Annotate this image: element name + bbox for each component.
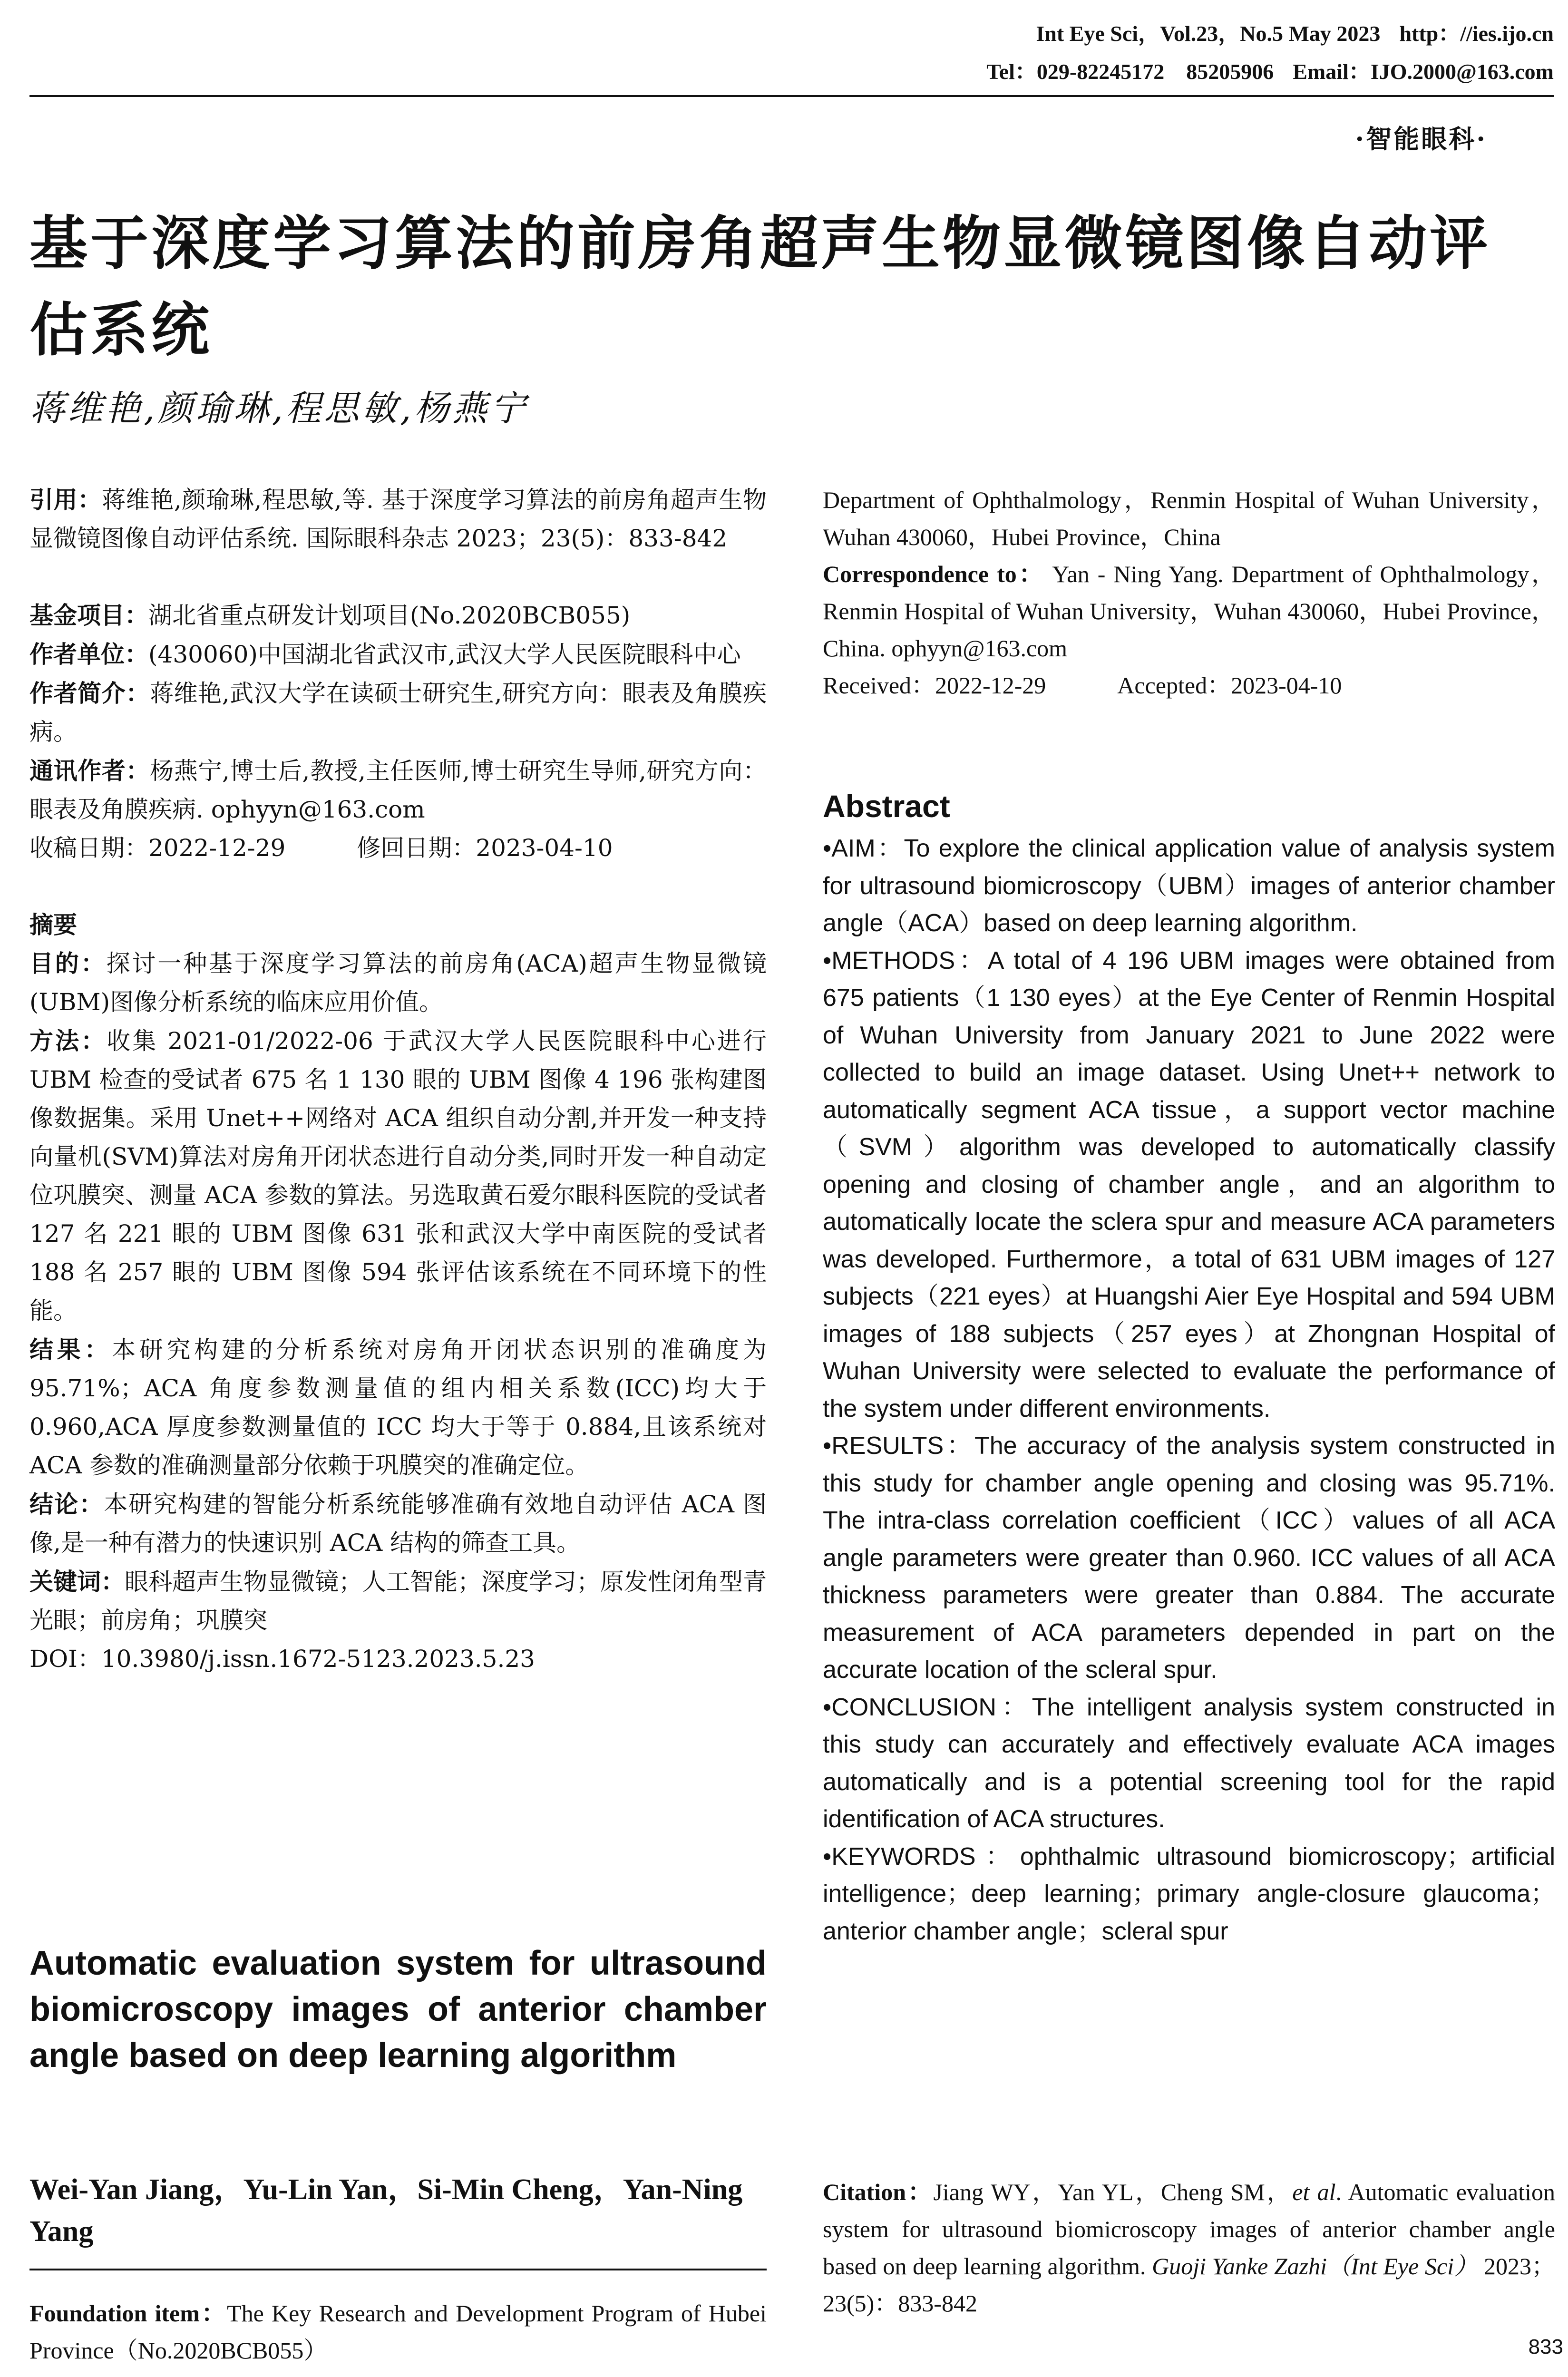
abstract-cn-aim-label: 目的： [29, 949, 107, 977]
abstract-en-aim: •AIM：To explore the clinical application value of analysis system for ultrasound biomicroscopy（UBM）images of anterior chamber angle（ACA）based on deep learning algorithm. [823, 835, 1555, 937]
meta-funding-text: 湖北省重点研发计划项目(No.2020BCB055) [148, 602, 631, 629]
abstract-cn-methods-text: 收集 2021-01/2022-06 于武汉大学人民医院眼科中心进行 UBM 检查的受试者 675 名 1 130 眼的 UBM 图像 4 196 张构建图像数据集。采用 Unet++网络对 ACA 组织自动分割,并开发一种支持向量机(SVM)算法对房角开闭状态进行自动分类,同时开发一种自动定位巩膜突、测量 ACA 参数的算法。另选取黄石爱尔眼科医院的受试者 127 名 221 眼的 UBM 图像 631 张和武汉大学中南医院的受试者 188 名 257 眼的 UBM 图像 594 张评估该系统在不同环境下的性能。 [29, 1027, 767, 1325]
page-number: 833 [1528, 2335, 1563, 2358]
meta-affiliation-label: 作者单位： [29, 640, 148, 668]
correspondence-label: Correspondence to： [823, 561, 1045, 587]
foundation-item [29, 2295, 767, 2369]
correspondence-text: Yan - Ning Yang. Department of Ophthalmology，Renmin Hospital of Wuhan University，Wuhan 430060，Hubei Province，China. ophyyn@163.com [823, 561, 1555, 662]
abstract-cn-aim-text: 探讨一种基于深度学习算法的前房角(ACA)超声生物显微镜(UBM)图像分析系统的临床应用价值。 [29, 950, 767, 1016]
citation-en [823, 2173, 1555, 2322]
department-en: Department of Ophthalmology，Renmin Hospital of Wuhan University，Wuhan 430060，Hubei Province，China [823, 487, 1555, 550]
abstract-en-methods: •METHODS：A total of 4 196 UBM images were obtained from 675 patients（1 130 eyes）at the Eye Center of Renmin Hospital of Wuhan University from January 2021 to June 2022 were collected to build an image dataset. Using Unet++ network to automatically segment ACA tissue，a support vector machine（SVM）algorithm was developed to automatically classify opening and closing of chamber angle，and an algorithm to automatically locate the sclera spur and measure ACA parameters was developed. Furthermore，a total of 631 UBM images of 127 subjects（221 eyes）at Huangshi Aier Eye Hospital and 594 UBM images of 188 subjects（257 eyes）at Zhongnan Hospital of Wuhan University were selected to evaluate the performance of the system under different environments. [823, 946, 1555, 1422]
dates-cn: 收稿日期：2022-12-29 修回日期：2023-04-10 [29, 834, 613, 862]
meta-affiliation-text: (430060)中国湖北省武汉市,武汉大学人民医院眼科中心 [148, 641, 741, 668]
authors-cn: 蒋维艳,颜瑜琳,程思敏,杨燕宁 [29, 388, 528, 429]
meta-corresponding [29, 751, 767, 829]
abstract-cn-conclusion-text: 本研究构建的智能分析系统能够准确有效地自动评估 ACA 图像,是一种有潜力的快速识别 ACA 结构的筛查工具。 [29, 1490, 767, 1557]
meta-funding-label: 基金项目： [29, 601, 148, 629]
citation-en-volume: 2023；23(5)：833-842 [823, 2253, 1555, 2317]
header-rule [29, 95, 1554, 97]
meta-author-bio [29, 674, 767, 751]
abstract-cn-results [29, 1330, 767, 1485]
doi[interactable]: DOI：10.3980/j.issn.1672-5123.2023.5.23 [29, 1645, 535, 1673]
abstract-en-heading: Abstract [823, 789, 950, 824]
section-tag: ·智能眼科· [1355, 124, 1487, 154]
left-column [29, 480, 767, 1678]
citation-en-etal: et al [1292, 2179, 1336, 2205]
right-column-meta [823, 481, 1555, 704]
article-title-en: Automatic evaluation system for ultrasound biomicroscopy images of anterior chamber angle based on deep learning algorithm [29, 1944, 767, 2075]
citation-cn-text: 蒋维艳,颜瑜琳,程思敏,等. 基于深度学习算法的前房角超声生物显微镜图像自动评估系统. 国际眼科杂志 2023；23(5)：833-842 [29, 486, 767, 552]
abstract-en-body [823, 830, 1555, 1950]
foundation-label: Foundation item： [29, 2300, 227, 2327]
meta-affiliation [29, 635, 767, 674]
abstract-cn-conclusion [29, 1485, 767, 1562]
abstract-en-keywords: •KEYWORDS：ophthalmic ultrasound biomicroscopy；artificial intelligence；deep learning；primary angle-closure glaucoma；anterior chamber angle；scleral spur [823, 1842, 1555, 1945]
journal-url[interactable]: http：//ies.ijo.cn [1399, 21, 1554, 46]
meta-corresponding-text: 杨燕宁,博士后,教授,主任医师,博士研究生导师,研究方向：眼表及角膜疾病. ophyyn@163.com [29, 757, 767, 823]
citation-cn [29, 480, 767, 558]
journal-tel: Tel：029-82245172 85205906 [986, 59, 1274, 84]
abstract-cn-heading: 摘要 [29, 911, 77, 939]
article-title-cn: 基于深度学习算法的前房角超声生物显微镜图像自动评估系统 [29, 209, 1490, 364]
citation-en-authors: Jiang WY，Yan YL，Cheng SM， [933, 2179, 1293, 2205]
abstract-cn-keywords-label: 关键词： [29, 1568, 125, 1596]
authors-en: Wei-Yan Jiang，Yu-Lin Yan，Si-Min Cheng，Yan-Ning Yang [29, 2173, 743, 2248]
abstract-cn-results-text: 本研究构建的分析系统对房角开闭状态识别的准确度为 95.71%；ACA 角度参数测量值的组内相关系数(ICC)均大于 0.960,ACA 厚度参数测量值的 ICC 均大于等于 0.884,且该系统对 ACA 参数的准确测量部分依赖于巩膜突的准确定位。 [29, 1336, 767, 1479]
journal-volume: Int Eye Sci，Vol.23，No.5 May 2023 [1036, 21, 1381, 46]
abstract-cn-methods [29, 1022, 767, 1330]
abstract-cn-methods-label: 方法： [29, 1027, 107, 1055]
abstract-en-conclusion: •CONCLUSION：The intelligent analysis system constructed in this study can accurately and effectively evaluate ACA images automatically and is a potential screening tool for the rapid identification of ACA structures. [823, 1693, 1555, 1833]
abstract-cn-results-label: 结果： [29, 1335, 112, 1364]
citation-en-journal: Guoji Yanke Zazhi（Int Eye Sci） [1152, 2253, 1478, 2280]
correspondence-en [823, 555, 1555, 667]
foundation-rule [29, 2269, 767, 2270]
journal-email[interactable]: Email：IJO.2000@163.com [1293, 59, 1554, 84]
abstract-cn-conclusion-label: 结论： [29, 1490, 104, 1518]
abstract-cn-keywords-text: 眼科超声生物显微镜；人工智能；深度学习；原发性闭角型青光眼；前房角；巩膜突 [29, 1568, 767, 1634]
running-header-line-1 [1036, 18, 1554, 49]
citation-en-title: . Automatic evaluation system for ultrasound biomicroscopy images of anterior chamber angle based on deep learning algorithm. [823, 2179, 1555, 2280]
abstract-cn-aim [29, 944, 767, 1022]
citation-cn-label: 引用： [29, 486, 102, 514]
running-header-line-2 [986, 56, 1554, 88]
abstract-cn-keywords [29, 1562, 767, 1640]
citation-en-label: Citation： [823, 2179, 934, 2205]
abstract-en-results: •RESULTS：The accuracy of the analysis system constructed in this study for chamber angle opening and closing was 95.71%. The intra-class correlation coefficient（ICC）values of all ACA angle parameters were greater than 0.960. ICC values of all ACA thickness parameters were greater than 0.884. The accurate measurement of ACA parameters depended in part on the accurate location of the scleral spur. [823, 1432, 1555, 1684]
meta-funding [29, 596, 767, 635]
meta-author-bio-label: 作者简介： [29, 679, 150, 707]
received-accepted: Received：2022-12-29 Accepted：2023-04-10 [823, 672, 1342, 699]
foundation-text: The Key Research and Development Program of Hubei Province（No.2020BCB055） [29, 2300, 767, 2364]
meta-corresponding-label: 通讯作者： [29, 757, 150, 785]
meta-author-bio-text: 蒋维艳,武汉大学在读硕士研究生,研究方向：眼表及角膜疾病。 [29, 680, 767, 746]
